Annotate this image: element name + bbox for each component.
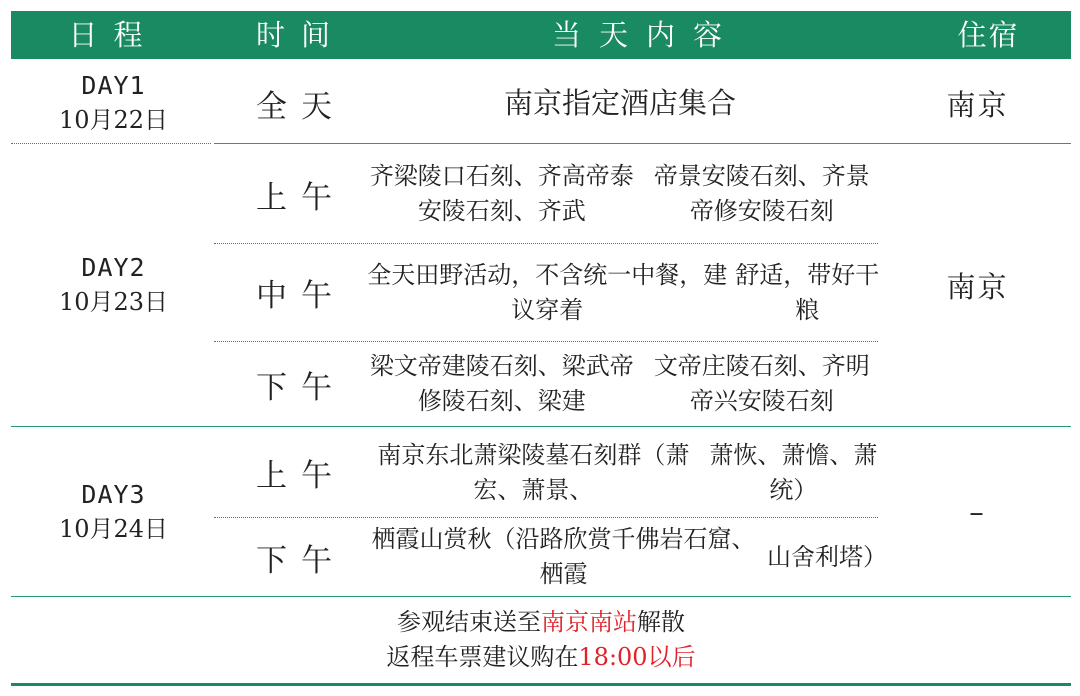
header-content: 当天内容: [551, 18, 740, 52]
content-line: 舒适，带好干粮: [735, 260, 880, 324]
day2-content-pm: [360, 342, 880, 426]
day1-label: DAY1: [81, 71, 146, 100]
footer-line-2: [386, 640, 695, 675]
day2-content-noon: [360, 244, 880, 341]
day2-accommodation: 南京: [946, 269, 1009, 304]
content-line: 南京东北萧梁陵墓石刻群（萧宏、萧景、: [377, 440, 690, 504]
day2-date: 10月23日: [58, 288, 169, 316]
day2-time-am: 上午: [256, 179, 346, 216]
day3-label: DAY3: [81, 480, 146, 509]
footer-text: 解散: [637, 608, 685, 636]
header-time: 时间: [255, 18, 346, 52]
day3-content-pm: [360, 518, 887, 596]
day3-content-am: [360, 428, 880, 517]
table-header: [11, 11, 1071, 59]
header-day: 日程: [68, 18, 159, 52]
time-highlight: 18:00以后: [578, 643, 696, 671]
day3-time-pm: 下午: [256, 542, 346, 579]
content-line: 齐梁陵口石刻、齐高帝泰安陵石刻、齐武: [369, 162, 634, 225]
day1-cell: [11, 62, 216, 144]
day3-date: 10月24日: [58, 515, 169, 543]
day1-accommodation: 南京: [946, 87, 1009, 122]
station-highlight: 南京南站: [541, 608, 637, 636]
content-line: 帝景安陵石刻、齐景帝修安陵石刻: [653, 162, 870, 225]
day3-time-am: 上午: [256, 458, 346, 494]
day2-cell: [11, 144, 216, 426]
footer-text: 返程车票建议购在: [386, 643, 579, 671]
content-line: 栖霞山赏秋（沿路欣赏千佛岩石窟、栖霞: [371, 525, 756, 588]
day1-content: [360, 62, 880, 144]
day3-cell: [11, 428, 216, 596]
content-line: 梁文帝建陵石刻、梁武帝修陵石刻、梁建: [369, 352, 634, 415]
bottom-border: [11, 683, 1071, 686]
day2-content-am: [360, 145, 880, 243]
divider: [11, 426, 1071, 427]
divider: [11, 596, 1071, 597]
footer-line-1: [397, 605, 685, 640]
header-accommodation: 住宿: [957, 18, 1020, 52]
day1-time: 全天: [256, 88, 346, 125]
footer-note: [11, 600, 1071, 680]
day1-date: 10月22日: [58, 106, 169, 134]
footer-text: 参观结束送至: [397, 608, 541, 636]
content-line: 山舍利塔）: [766, 542, 887, 571]
content-line: 文帝庄陵石刻、齐明帝兴安陵石刻: [653, 352, 870, 415]
day1-content-line: 南京指定酒店集合: [503, 85, 736, 120]
day2-time-pm: 下午: [256, 369, 346, 406]
day3-accommodation: –: [969, 495, 986, 529]
day2-time-noon: 中午: [256, 278, 346, 314]
content-line: 全天田野活动，不含统一中餐，建议穿着: [367, 260, 728, 324]
content-line: 萧恢、萧憺、萧统）: [709, 440, 878, 504]
day2-label: DAY2: [81, 253, 146, 282]
